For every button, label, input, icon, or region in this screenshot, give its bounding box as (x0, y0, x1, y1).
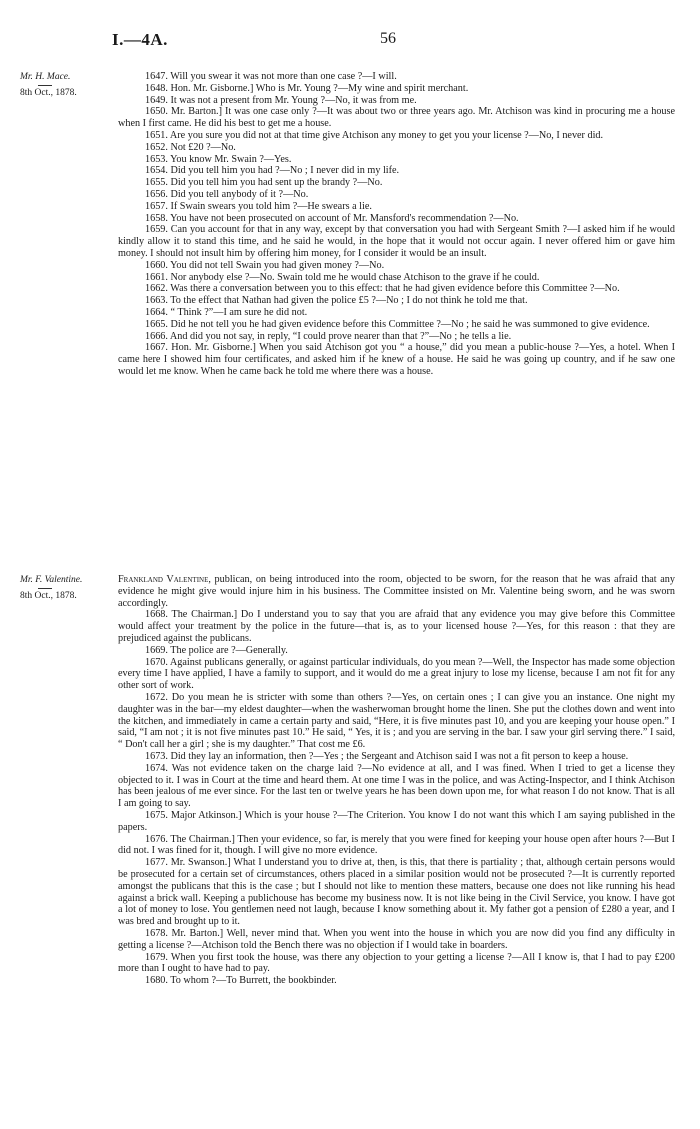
testimony-paragraph: 1678. Mr. Barton.] Well, never mind that. When you went into the house in which you are now did you find any difficulty in getting a license ?—Atchison told the Bench there was no objection if I would take in boarders. (118, 927, 675, 951)
witness-name: Mr. H. Mace. (20, 72, 71, 82)
testimony-paragraph: 1650. Mr. Barton.] It was one case only ?—It was about two or three years ago. Mr. Atchison was kind in procuring me a house when I first came. He did his best to get me a house. (118, 106, 675, 130)
testimony-paragraph: 1677. Mr. Swanson.] What I understand you to drive at, then, is this, that there is partiality ; that, although certain persons would be prosecuted for a certain set of circumstances, others placed in a similar position would not be prosecuted ?—It is currently reported amongst the publicans that this is the case ; but I should not like to mention these matters, because one does not like running his head against a brick wall. Keeping a publichouse has become my business now. It is not like being in the Civil Service, you know. I have got a lot of money to lose. You gentlemen need not laugh, because I know something about it. My father got a pension of £280 a year, and I was bred and brought up to it. (118, 857, 675, 928)
testimony-paragraph: 1665. Did he not tell you he had given evidence before this Committee ?—No ; he said he was summoned to give evidence. (145, 318, 650, 330)
testimony-paragraph: 1667. Hon. Mr. Gisborne.] When you said Atchison got you “ a house,” did you mean a public-house ?—Yes, a hotel. When I came here I showed him four certificates, and asked him if he knew of a house. He said he was going up country, and if he saw one would let me know. When he came back he told me where there was a house. (118, 342, 675, 377)
testimony-paragraph: 1675. Major Atkinson.] Which is your house ?—The Criterion. You know I do not want this which I am saying published in the papers. (118, 809, 675, 833)
page-number: 56 (380, 30, 396, 47)
page-header (0, 30, 700, 54)
testimony-paragraph: 1649. It was not a present from Mr. Young ?—No, it was from me. (145, 94, 417, 106)
testimony-paragraph: 1680. To whom ?—To Burrett, the bookbinder. (145, 975, 337, 987)
testimony-paragraph: 1651. Are you sure you did not at that time give Atchison any money to get you your license ?—No, I never did. (145, 129, 604, 141)
testimony-text-2 (118, 574, 675, 987)
testimony-paragraph: 1658. You have not been prosecuted on account of Mr. Mansford's recommendation ?—No. (145, 212, 519, 224)
margin-rule (38, 85, 52, 86)
testimony-paragraph: 1668. The Chairman.] Do I understand you to say that you are afraid that any evidence you may give before this Committee would affect your treatment by the police in the future—that is, as to your licensed house ?—Yes, for this reason : that they are prejudiced against the publicans. (118, 609, 675, 644)
testimony-paragraph: 1655. Did you tell him you had sent up the brandy ?—No. (145, 177, 383, 189)
testimony-paragraph: 1669. The police are ?—Generally. (145, 644, 288, 656)
testimony-paragraph: 1673. Did they lay an information, then ?—Yes ; the Sergeant and Atchison said I was not a fit person to keep a house. (145, 750, 629, 762)
margin-note-witness-2 (20, 574, 120, 603)
testimony-paragraph: 1676. The Chairman.] Then your evidence, so far, is merely that you were fined for keeping your house open after hours ?—But I did not. I was fined for it, though. I will give no more evidence. (118, 833, 675, 857)
document-reference: I.—4A. (112, 30, 168, 49)
witness-date: 8th Oct., 1878. (20, 88, 77, 98)
testimony-paragraph: 1666. And did you not say, in reply, “I could prove nearer than that ?”—No ; he tells a lie. (145, 330, 512, 342)
margin-rule (38, 588, 52, 589)
testimony-paragraph: 1661. Nor anybody else ?—No. Swain told me he would chase Atchison to the grave if he could. (145, 271, 540, 283)
witness-name: Mr. F. Valentine. (20, 575, 83, 585)
testimony-paragraph: 1660. You did not tell Swain you had given money ?—No. (145, 259, 385, 271)
testimony-paragraph: 1652. Not £20 ?—No. (145, 141, 236, 153)
witness-date: 8th Oct., 1878. (20, 591, 77, 601)
testimony-paragraph: 1648. Hon. Mr. Gisborne.] Who is Mr. Young ?—My wine and spirit merchant. (145, 82, 469, 94)
testimony-paragraph: 1679. When you first took the house, was there any objection to your getting a license ?—All I know is, that I had to pay £200 more than I ought to have had to pay. (118, 951, 675, 975)
testimony-paragraph: 1653. You know Mr. Swain ?—Yes. (145, 153, 292, 165)
introduction-paragraph (118, 574, 675, 609)
testimony-paragraph: 1654. Did you tell him you had ?—No ; I never did in my life. (145, 165, 400, 177)
testimony-paragraph: 1674. Was not evidence taken on the charge laid ?—No evidence at all, and I was fined. When I tried to get a license they objected to it. I was in Court at the time and heard them. At one time I was in the police, and was Acting-Inspector, and I think Atchison has been jealous of me ever since. For the last ten or twelve years he has been down upon me, for what reason I do not know. That is all I am going to say. (118, 762, 675, 810)
margin-note-witness-1 (20, 71, 120, 100)
testimony-paragraph: 1670. Against publicans generally, or against particular individuals, do you mean ?—Well, the Inspector has made some objection every time I have applied, I have a family to support, and it would do me a great injury to lose my license, because I am not fit for any other sort of work. (118, 656, 675, 692)
testimony-paragraph: 1663. To the effect that Nathan had given the police £5 ?—No ; I do not think he told me that. (145, 295, 528, 307)
testimony-paragraph: 1657. If Swain swears you told him ?—He swears a lie. (145, 200, 372, 212)
testimony-paragraph: 1659. Can you account for that in any way, except by that conversation you had with Sergeant Smith ?—I asked him if he would kindly allow it to stand this time, and he said he would, in the hope that it would not occur again. I never offered him or gave him money. I should not insult him by offering him money, for I consider it would be an insult. (118, 224, 675, 259)
testimony-paragraph: 1664. “ Think ?”—I am sure he did not. (145, 306, 308, 318)
testimony-paragraph: 1662. Was there a conversation between you to this effect: that he had given evidence before this Committee ?—No. (145, 283, 620, 295)
witness-full-name: Frankland Valentine (118, 574, 209, 585)
testimony-paragraph: 1656. Did you tell anybody of it ?—No. (145, 188, 309, 200)
testimony-paragraph: 1672. Do you mean he is stricter with some than others ?—Yes, on certain ones ; I can give you an instance. One night my daughter was in the bar—my eldest daughter—when the washerwoman brought home the linen. She put the clothes down and went into the kitchen, and immediately in came a certain party and said, “Here, it is five minutes past 10, and you are keeping your house open.” I said, “I am not ; it is not five minutes past 10.” He said, “ Yes, it is ; and you are serving in the bar. I saw your girl serving there.” I said, “ Don't call her a girl ; she is my daughter.” That cost me £6. (118, 691, 675, 751)
introduction-text: , publican, on being introduced into the room, objected to be sworn, for the reason that he was afraid that any evidence he might give would injure him in his business. The Committee insisted on Mr. Valentine being sworn, and he was sworn accordingly. (118, 574, 675, 609)
testimony-paragraph: 1647. Will you swear it was not more than one case ?—I will. (145, 71, 397, 82)
testimony-text-1 (118, 71, 675, 378)
